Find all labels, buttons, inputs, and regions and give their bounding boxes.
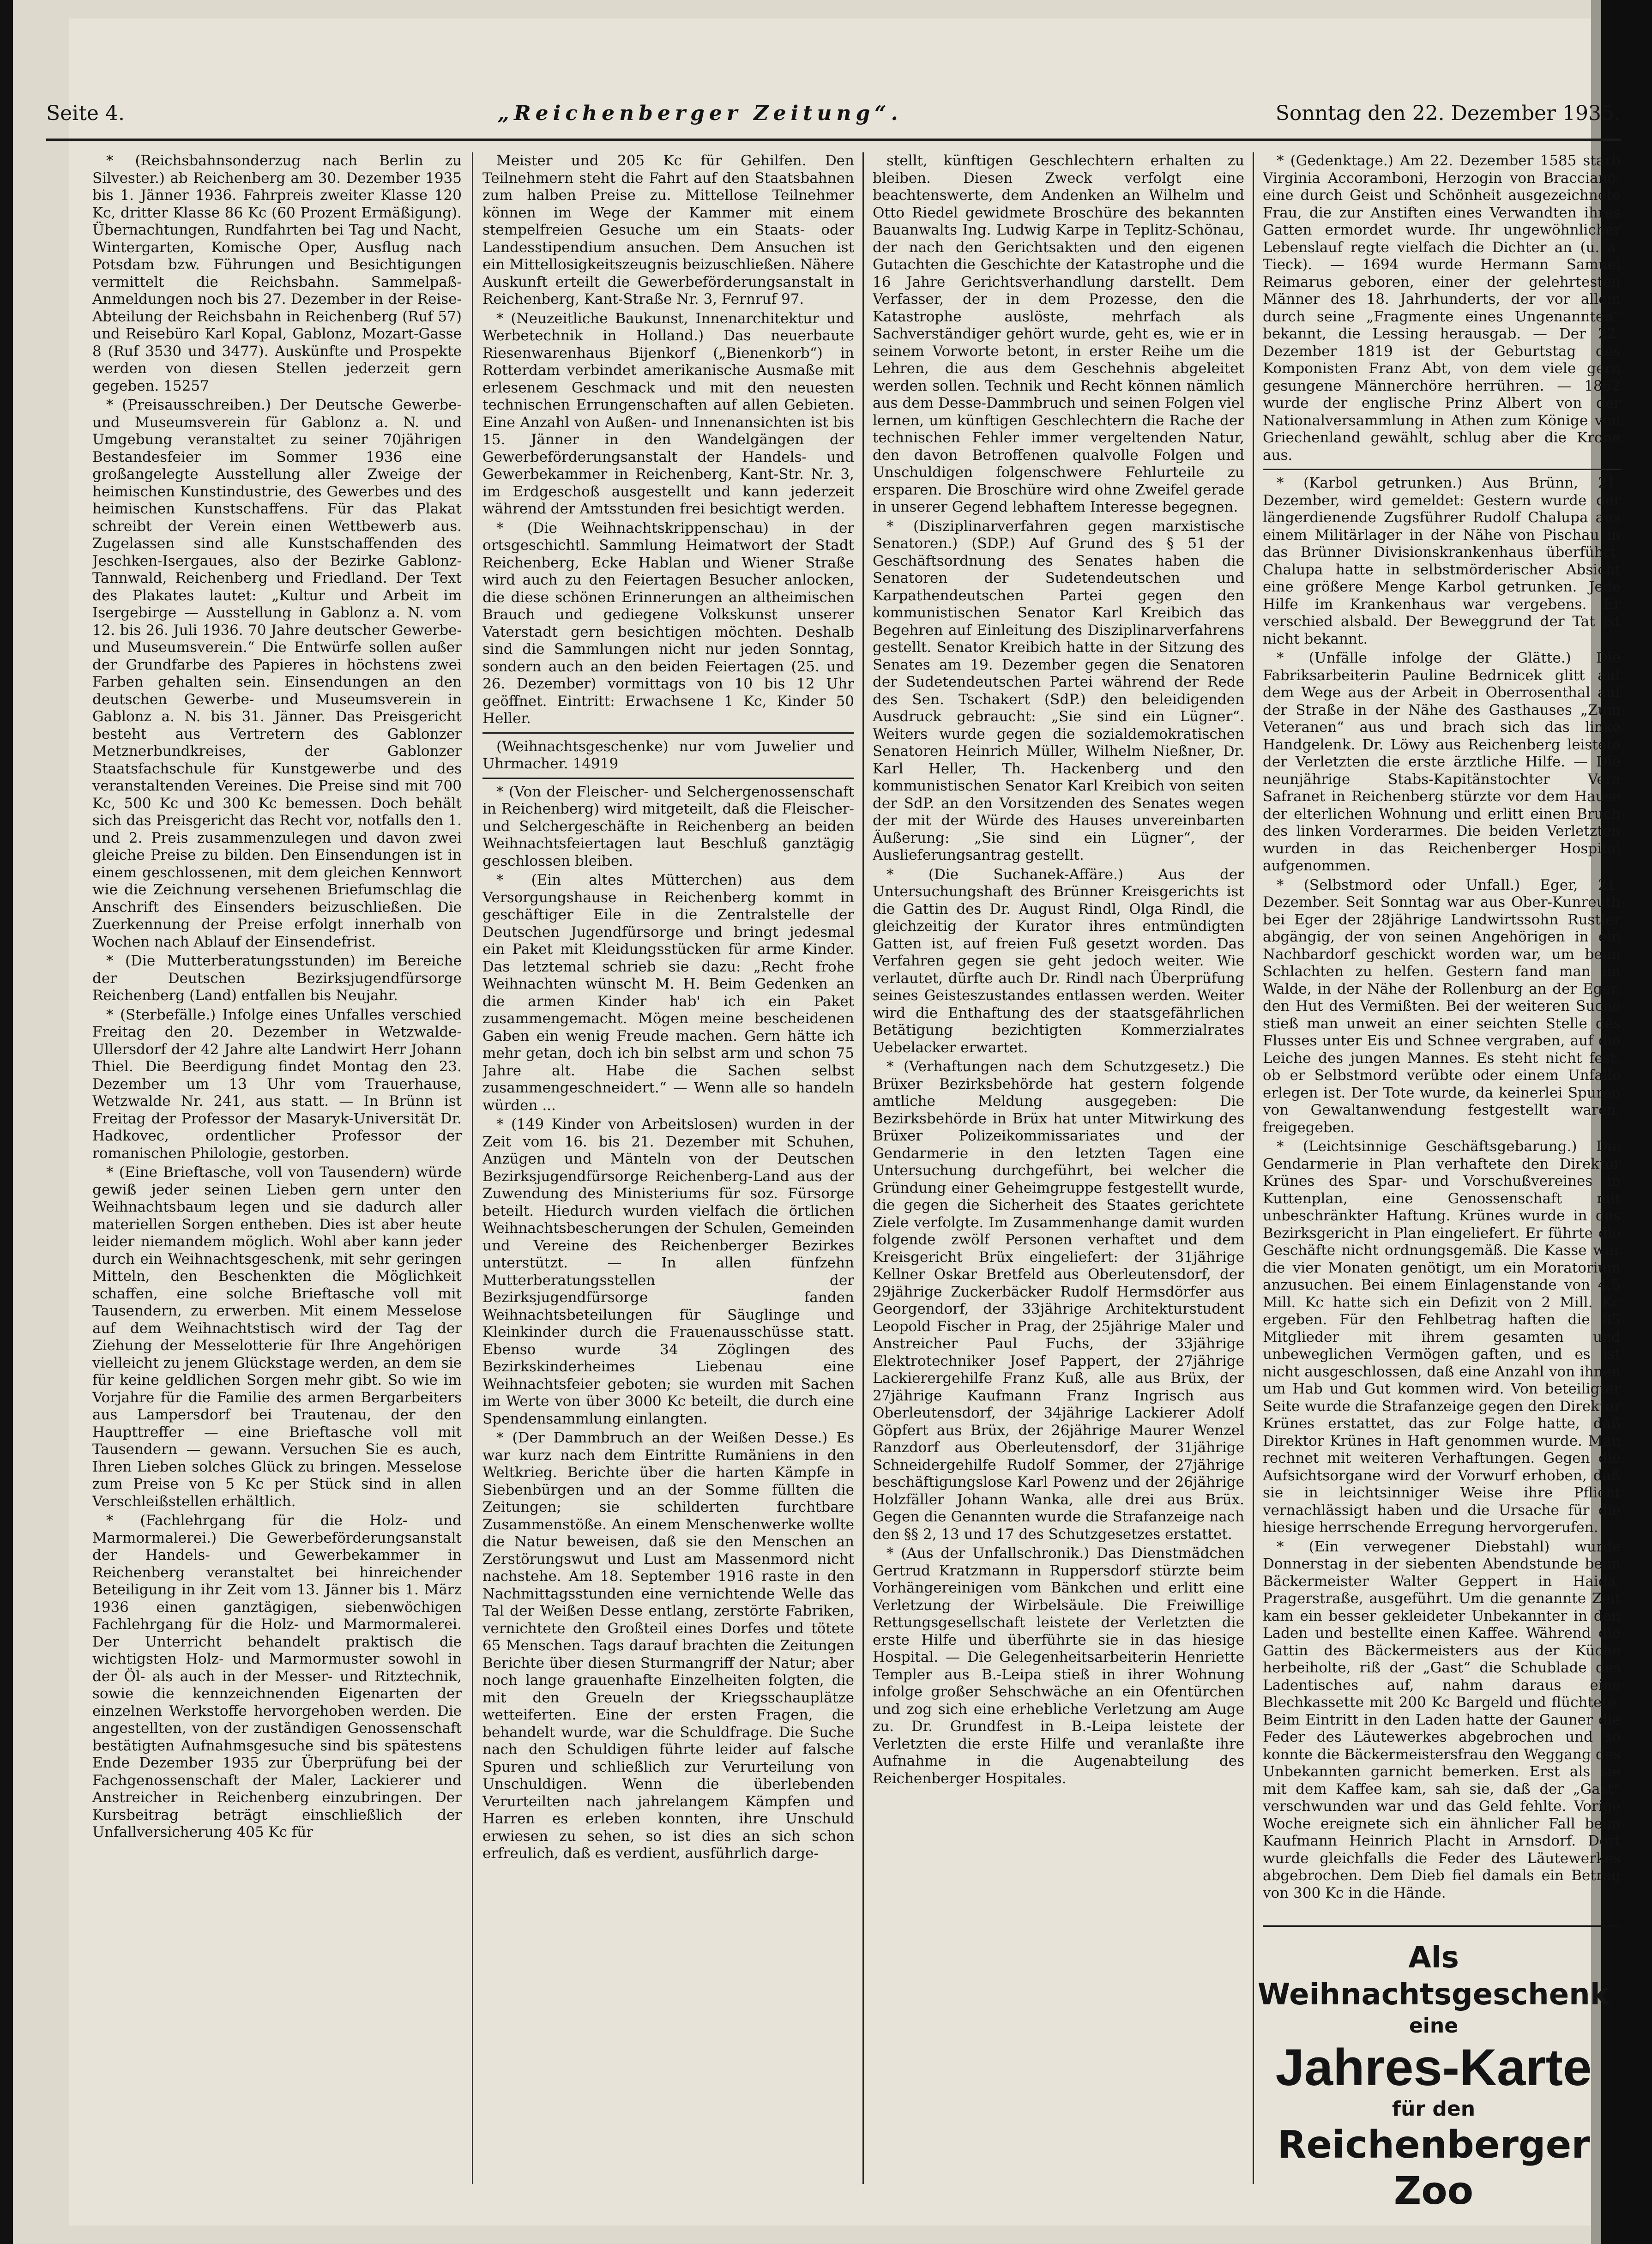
article: * (Disziplinarverfahren gegen marxistische Senatoren.) (SDP.) Auf Grund des § 51 der Geschäftsordnung des Senates haben die Senatoren der Sudetendeutschen und Karpathendeutschen Partei gegen den kommunistischen Senator Karl Kreibich das Begehren auf Einleitung des Disziplinarverfahrens gestellt. Senator Kreibich hatte in der Sitzung des Senates am 19. Dezember gegen die Senatoren der Sudetendeutschen Partei während der Rede des Sen. Tschakert (SdP.) den beleidigenden Ausdruck gebraucht: „Sie sind ein Lügner“. Weiters wurde gegen die sozialdemokratischen Senatoren Heinrich Müller, Wilhelm Nießner, Dr. Karl Heller, Th. Hackenberg und den kommunistischen Senator Karl Kreibich von seiten der SdP. an den Vorsitzenden des Senates wegen der mit der Würde des Hauses unvereinbarten Äußerung: „Sie sind ein Lügner“, der Auslieferungsantrag gestellt. bbox=[873, 518, 1244, 863]
article: * (Preisausschreiben.) Der Deutsche Gewerbe- und Museumsverein für Gablonz a. N. und Umgebung veranstaltet zu seiner 70jährigen Bestandesfeier im Sommer 1936 eine großangelegte Ausstellung aller Zweige der heimischen Kunstindustrie, des Gewerbes und des heimischen Kunstschaffens. Für das Plakat schreibt der Verein einen Wettbewerb aus. Zugelassen sind alle Kunstschaffenden des Jeschken-Isergaues, also der Bezirke Gablonz-Tannwald, Reichenberg und Friedland. Der Text des Plakates lautet: „Kultur und Arbeit im Isergebirge — Ausstellung in Gablonz a. N. vom 12. bis 26. Juli 1936. 70 Jahre deutscher Gewerbe- und Museumsverein.“ Die Entwürfe sollen außer der Grundfarbe des Papieres in höchstens zwei Farben gehalten sein. Einsendungen an den deutschen Gewerbe- und Museumsverein in Gablonz a. N. bis 31. Jänner. Das Preisgericht besteht aus Vertretern des Gablonzer Metznerbundkreises, der Gablonzer Staatsfachschule für Kunstgewerbe und des veranstaltenden Vereines. Die Preise sind mit 700 Kc, 500 Kc und 300 Kc bemessen. Doch behält sich das Preisgericht das Recht vor, notfalls den 1. und 2. Preis zusammenzulegen und davon zwei gleiche Preise zu bilden. Den Einsendungen ist in einem geschlossenen, mit dem gleichen Kennwort wie die Zeichnung versehenen Briefumschlag die Anschrift des Einsenders beizuschließen. Die Zuerkennung der Preise erfolgt innerhalb von Wochen nach Ablauf der Einsendefrist. bbox=[92, 397, 462, 950]
column-4 bbox=[1263, 152, 1621, 1921]
scan-border-left bbox=[0, 0, 13, 2244]
article: * (Die Weihnachtskrippenschau) in der ortsgeschichtl. Sammlung Heimatwort der Stadt Reichenberg, Ecke Hablan und Wiener Straße wird auch zu den Feiertagen Besucher anlocken, die diese schönen Erinnerungen an altheimischen Brauch und gediegene Volkskunst unserer Vaterstadt gern besichtigen möchten. Deshalb sind die Sammlungen nicht nur jeden Sonntag, sondern auch an den beiden Feiertagen (25. und 26. Dezember) vormittags von 10 bis 12 Uhr geöffnet. Eintritt: Erwachsene 1 Kc, Kinder 50 Heller. bbox=[482, 519, 854, 727]
article: * (Eine Brieftasche, voll von Tausendern) würde gewiß jeder seinen Lieben gern unter den Weihnachtsbaum legen und sie dadurch aller materiellen Sorgen entheben. Dies ist aber heute leider niemandem möglich. Wohl aber kann jeder durch ein Weihnachtsgeschenk, mit sehr geringen Mitteln, den Beschenkten die Möglichkeit schaffen, eine solche Brieftasche voll mit Tausendern, zu erwerben. Mit einem Messelose auf dem Weihnachtstisch wird der Tag der Ziehung der Messelotterie für Ihre Angehörigen vielleicht zu jenem Glückstage werden, an dem sie für keine geldlichen Sorgen mehr gibt. So wie im Vorjahre für die Familie des armen Bergarbeiters aus Lampersdorf bei Trautenau, der den Haupttreffer — eine Brieftasche voll mit Tausendern — gewann. Versuchen Sie es auch, Ihren Lieben solches Glück zu bringen. Messelose zum Preise von 5 Kc per Stück sind in allen Verschleißstellen erhältlich. bbox=[92, 1164, 462, 1510]
column-1 bbox=[92, 152, 462, 2184]
separator bbox=[482, 732, 854, 734]
article: * (Die Suchanek-Affäre.) Aus der Untersuchungshaft des Brünner Kreisgerichts ist die Gattin des Dr. August Rindl, Olga Rindl, die gleichzeitig der Kurator ihres entmündigten Gatten ist, auf freien Fuß gesetzt worden. Das Verfahren gegen sie geht jedoch weiter. Wie verlautet, dürfte auch Dr. Rindl nach Überprüfung seines Geisteszustandes entlassen werden. Weiter wird die Enthaftung des der staatsgefährlichen Betätigung bezichtigten Kommerzialrates Uebelacker erwartet. bbox=[873, 866, 1244, 1056]
separator bbox=[1263, 469, 1621, 470]
article: * (Die Mutterberatungsstunden) im Bereiche der Deutschen Bezirksjugendfürsorge Reichenberg (Land) entfallen bis Neujahr. bbox=[92, 953, 462, 1004]
article: * (Neuzeitliche Baukunst, Innenarchitektur und Werbetechnik in Holland.) Das neuerbaute Riesenwarenhaus Bijenkorf („Bienenkorb“) in Rotterdam verbindet amerikanische Ausmaße mit erlesenem Geschmack und mit den neuesten technischen Errungenschaften auf allen Gebieten. Eine Anzahl von Außen- und Innenansichten ist bis 15. Jänner in den Wandelgängen der Gewerbeförderungsanstalt der Handels- und Gewerbekammer in Reichenberg, Kant-Str. Nr. 3, im Erdgeschoß ausgestellt und kann jederzeit während der Amtsstunden frei besichtigt werden. bbox=[482, 310, 854, 517]
article: * (Der Dammbruch an der Weißen Desse.) Es war kurz nach dem Eintritte Rumäniens in den Weltkrieg. Berichte über die harten Kämpfe in Siebenbürgen und an der Somme füllten die Zeitungen; sie schilderten furchtbare Zusammenstöße. An einem Menschenwerke wollte die Natur beweisen, daß sie den Menschen an Zerstörungswut und Lust am Massenmord nicht nachstehe. Am 18. September 1916 raste in den Nachmittagsstunden eine vernichtende Welle das Tal der Weißen Desse entlang, zerstörte Fabriken, vernichtete den Großteil eines Dorfes und tötete 65 Menschen. Tags darauf brachten die Zeitungen Berichte über diesen Sturmangriff der Natur; aber noch lange grauenhafte Einzelheiten folgten, die mit den Greueln der Kriegsschauplätze wetteiferten. Eine der ersten Fragen, die behandelt wurde, war die Schuldfrage. Die Suche nach den Schuldigen führte leider auf falsche Spuren und schließlich zur Verurteilung von Unschuldigen. Wenn die überlebenden Verurteilten nach jahrelangem Kämpfen und Harren es erleben konnten, ihre Unschuld erwiesen zu sehen, so ist dies an sich schon erfreulich, daß es verdient, ausführlich darge- bbox=[482, 1430, 854, 1862]
article: * (Karbol getrunken.) Aus Brünn, 21. Dezember, wird gemeldet: Gestern wurde der längerdienende Zugsführer Rudolf Chalupa aus einem Militärlager in der Nähe von Pischau in das Brünner Divisionskrankenhaus überführt. Chalupa hatte in selbstmörderischer Absicht eine größere Menge Karbol getrunken. Jede Hilfe im Krankenhaus war vergebens. Er verschied alsbald. Der Beweggrund der Tat ist nicht bekannt. bbox=[1263, 475, 1621, 647]
newspaper-title: „Reichenberger Zeitung“. bbox=[497, 101, 903, 125]
issue-date: Sonntag den 22. Dezember 1935. bbox=[1275, 101, 1621, 125]
ad-line-3: Jahres-Karte bbox=[1275, 2039, 1592, 2096]
zoo-advertisement bbox=[1247, 1939, 1621, 2213]
masthead-rule bbox=[46, 139, 1621, 141]
masthead bbox=[46, 97, 1621, 129]
page-number: Seite 4. bbox=[46, 101, 125, 125]
article: * (Ein verwegener Diebstahl) wurde Donnerstag in der siebenten Abendstunde beim Bäckermeister Walter Geppert in Haida, Pragerstraße, ausgeführt. Um die genannte Zeit kam ein besser gekleideter Unbekannter in den Laden und bestellte einen Kaffee. Während die Gattin des Bäckermeisters aus der Küche herbeiholte, riß der „Gast“ die Schublade des Ladentisches auf, nahm daraus eine Blechkassette mit 200 Kc Bargeld und flüchtete. Beim Eintritt in den Laden hatte der Gauner die Feder des Läutewerkes abgebrochen und so konnte die Bäckermeistersfrau den Weggang des Unbekannten garnicht bemerken. Erst als sie mit dem Kaffee kam, sah sie, daß der „Gast“ verschwunden war und das Geld fehlte. Vorige Woche ereignete sich ein ähnlicher Fall beim Kaufmann Heinrich Placht in Arnsdorf. Dort wurde gleichfalls die Feder des Läutewerkes abgebrochen. Dem Dieb fiel damals ein Betrag von 300 Kc in die Hände. bbox=[1263, 1538, 1621, 1901]
ad-top-rule bbox=[1263, 1925, 1621, 1927]
article: * (Aus der Unfallschronik.) Das Dienstmädchen Gertrud Kratzmann in Ruppersdorf stürzte beim Vorhängereinigen vom Bänkchen und erlitt eine Verletzung der Wirbelsäule. Die Freiwillige Rettungsgesellschaft leistete der Verletzten die erste Hilfe und überführte sie in das hiesige Hospital. — Die Gelegenheitsarbeiterin Henriette Templer aus B.-Leipa stieß in ihrer Wohnung infolge großer Sehschwäche an ein Ofentürchen und zog sich eine erhebliche Verletzung am Auge zu. Dr. Grundfest in B.-Leipa leistete der Verletzten die erste Hilfe und veranlaßte ihre Aufnahme in die Augenabteilung des Reichenberger Hospitales. bbox=[873, 1545, 1244, 1787]
column-2 bbox=[482, 152, 854, 2184]
article: * (Von der Fleischer- und Selchergenossenschaft in Reichenberg) wird mitgeteilt, daß die Fleischer- und Selchergeschäfte in Reichenberg an beiden Weihnachtsfeiertagen laut Beschluß ganztägig geschlossen bleiben. bbox=[482, 783, 854, 869]
column-divider bbox=[1253, 152, 1254, 2184]
article: Meister und 205 Kc für Gehilfen. Den Teilnehmern steht die Fahrt auf den Staatsbahnen zum halben Preise zu. Mittellose Teilnehmer können im Wege der Kammer mit einem stempelfreien Gesuche um ein Staats- oder Landesstipendium ansuchen. Dem Ansuchen ist ein Mittellosigkeitszeugnis beizuschließen. Nähere Auskunft erteilt die Gewerbeförderungsanstalt in Reichenberg, Kant-Straße Nr. 3, Fernruf 97. bbox=[482, 152, 854, 308]
article: * (Verhaftungen nach dem Schutzgesetz.) Die Brüxer Bezirksbehörde hat gestern folgende amtliche Meldung ausgegeben: Die Bezirksbehörde in Brüx hat unter Mitwirkung des Brüxer Polizeikommissariates und der Gendarmerie in den letzten Tagen eine Untersuchung durchgeführt, bei welcher die Gründung einer Geheimgruppe festgestellt wurde, die gegen die Sicherheit des Staates gerichtete Ziele verfolgte. Im Zusammenhange damit wurden folgende zwölf Personen verhaftet und dem Kreisgericht Brüx eingeliefert: der 31jährige Kellner Oskar Bretfeld aus Oberleutensdorf, der 29jährige Zuckerbäcker Rudolf Hermsdörfer aus Georgendorf, der 33jährige Architekturstudent Leopold Fischer in Prag, der 25jährige Maler und Anstreicher Paul Fuchs, der 33jährige Elektrotechniker Josef Pappert, der 27jährige Lackierergehilfe Franz Kuß, alle aus Brüx, der 27jährige Kaufmann Franz Ingrisch aus Oberleutensdorf, der 34jährige Lackierer Adolf Göpfert aus Brüx, der 26jährige Maurer Wenzel Ranzdorf aus Oberleutensdorf, der 31jährige Schneidergehilfe Rudolf Sommer, der 27jährige beschäftigungslose Karl Powenz und der 26jährige Holzfäller Johann Wanka, alle drei aus Brüx. Gegen die Genannten wurde die Strafanzeige nach den §§ 2, 13 und 17 des Schutzgesetzes erstattet. bbox=[873, 1058, 1244, 1543]
article: * (Reichsbahnsonderzug nach Berlin zu Silvester.) ab Reichenberg am 30. Dezember 1935 bis 1. Jänner 1936. Fahrpreis zweiter Klasse 120 Kc, dritter Klasse 86 Kc (60 Prozent Ermäßigung). Übernachtungen, Rundfahrten bei Tag und Nacht, Wintergarten, Komische Oper, Ausflug nach Potsdam bzw. Führungen und Besichtigungen vermittelt die Reichsbahn. Sammelpaß-Anmeldungen noch bis 27. Dezember in der Reise-Abteilung der Reichsbahn in Reichenberg (Ruf 57) und Reisebüro Karl Kopal, Gablonz, Mozart-Gasse 8 (Ruf 3530 und 3477). Auskünfte und Prospekte werden von diesen Stellen jederzeit gern gegeben. 15257 bbox=[92, 152, 462, 394]
ad-line-2: eine bbox=[1409, 2014, 1459, 2038]
advertisement-line: (Weihnachtsgeschenke) nur vom Juwelier und Uhrmacher. 14919 bbox=[482, 738, 854, 772]
article: * (Gedenktage.) Am 22. Dezember 1585 starb Virginia Accoramboni, Herzogin von Bracciano, eine durch Geist und Schönheit ausgezeichnete Frau, die zur Anstiften eines Verwandten ihres Gatten ermordet wurde. Ihr ungewöhnlicher Lebenslauf regte vielfach die Dichter an (u. a. Tieck). — 1694 wurde Hermann Samuel Reimarus geboren, einer der gelehrtesten Männer des 18. Jahrhunderts, der vor allem durch seine „Fragmente eines Ungenannten“ bekannt, die Lessing herausgab. — Der 22. Dezember 1819 ist der Geburtstag des Komponisten Franz Abt, von dem viele gern gesungene Männerchöre herrühren. — 1862 wurde der englische Prinz Albert von der Nationalversammlung in Athen zum Könige von Griechenland gewählt, schlug aber die Krone aus. bbox=[1263, 152, 1621, 464]
article: * (Ein altes Mütterchen) aus dem Versorgungshause in Reichenberg kommt in geschäftiger Eile in die Zentralstelle der Deutschen Jugendfürsorge und bringt jedesmal ein Paket mit Kleidungsstücken für arme Kinder. Das letztemal schrieb sie dazu: „Recht frohe Weihnachten wünscht M. H. Beim Gedenken an die armen Kinder hab' ich ein Paket zusammengemacht. Mögen meine bescheidenen Gaben ein wenig Freude machen. Gern hätte ich mehr getan, doch ich bin selbst arm und schon 75 Jahre alt. Habe die Sachen selbst zusammengeschneidert.“ — Wenn alle so handeln würden ... bbox=[482, 872, 854, 1114]
article: * (Selbstmord oder Unfall.) Eger, 21. Dezember. Seit Sonntag war aus Ober-Kunreuth bei Eger der 28jährige Landwirtssohn Rustler abgängig, der von seinen Angehörigen in ein Nachbardorf geschickt worden war, um beim Schlachten zu helfen. Gestern fand man im Walde, in der Nähe der Rollenburg an der Eger, den Hut des Vermißten. Bei der weiteren Suche stieß man unweit an einer seichten Stelle des Flusses unter Eis und Schnee vergraben, auf die Leiche des jungen Mannes. Es steht nicht fest, ob er Selbstmord verübte oder einem Unfalle erlegen ist. Der Tote wurde, da keinerlei Spuren von Gewaltanwendung festgestellt waren, freigegeben. bbox=[1263, 876, 1621, 1136]
article: * (Sterbefälle.) Infolge eines Unfalles verschied Freitag den 20. Dezember in Wetzwalde-Ullersdorf der 42 Jahre alte Landwirt Herr Johann Thiel. Die Beerdigung findet Montag den 23. Dezember um 13 Uhr vom Trauerhause, Wetzwalde Nr. 241, aus statt. — In Brünn ist Freitag der Professor der Masaryk-Universität Dr. Hadkovec, ordentlicher Professor der romanischen Philologie, gestorben. bbox=[92, 1006, 462, 1162]
ad-line-4: für den bbox=[1392, 2097, 1476, 2121]
article: * (149 Kinder von Arbeitslosen) wurden in der Zeit vom 16. bis 21. Dezember mit Schuhen, Anzügen und Mänteln von der Deutschen Bezirksjugendfürsorge Reichenberg-Land aus der Zuwendung des Ministeriums für soz. Fürsorge beteilt. Hiedurch wurden vielfach die örtlichen Weihnachtsbescherungen der Schulen, Gemeinden und Vereine des Reichenberger Bezirkes unterstützt. — In allen fünfzehn Mutterberatungsstellen der Bezirksjugendfürsorge fanden Weihnachtsbeteilungen für Säuglinge und Kleinkinder durch die Frauenausschüsse statt. Ebenso wurde 34 Zöglingen des Bezirkskinderheimes Liebenau eine Weihnachtsfeier geboten; sie wurden mit Sachen im Werte von über 3000 Kc beteilt, die durch eine Spendensammlung einlangten. bbox=[482, 1116, 854, 1427]
separator bbox=[482, 778, 854, 779]
article: stellt, künftigen Geschlechtern erhalten zu bleiben. Diesen Zweck verfolgt eine beachtenswerte, dem Andenken an Wilhelm und Otto Riedel gewidmete Broschüre des bekannten Bauanwalts Ing. Ludwig Karpe in Teplitz-Schönau, der nach den Gerichtsakten und den eigenen Gutachten die Geschichte der Katastrophe und die 16 Jahre Gerichtsverhandlung darstellt. Dem Verfasser, der in dem Prozesse, den die Katastrophe auslöste, mehrfach als Sachverständiger gehört wurde, geht es, wie er in seinem Vorworte betont, in erster Reihe um die Lehren, die aus dem Geschehnis abgeleitet werden sollen. Technik und Recht können nämlich aus dem Desse-Dammbruch und seinen Folgen viel lernen, um künftigen Geschlechtern die Rache der technischen Fehler immer vergeltenden Natur, den davon Betroffenen qualvolle Folgen und Unschuldigen folgenschwere Fehlurteile zu ersparen. Die Broschüre wird ohne Zweifel gerade in unserer Gegend lebhaftem Interesse begegnen. bbox=[873, 152, 1244, 515]
article: * (Unfälle infolge der Glätte.) Die Fabriksarbeiterin Pauline Bedrnicek glitt auf dem Wege aus der Arbeit in Oberrosenthal auf der Straße in der Nähe des Gasthauses „Zum Veteranen“ aus und brach sich das linke Handgelenk. Dr. Löwy aus Reichenberg leistete der Verletzten die erste ärztliche Hilfe. — Die neunjährige Stabs-Kapitänstochter Vera Safranet in Reichenberg stürzte vor dem Hause der elterlichen Wohnung und erlitt einen Bruch des linken Vorderarmes. Die beiden Verletzten wurden in das Reichenberger Hospital aufgenommen. bbox=[1263, 650, 1621, 874]
column-3 bbox=[873, 152, 1244, 2184]
column-divider bbox=[472, 152, 473, 2184]
ad-line-5: Reichenberger Zoo bbox=[1277, 2123, 1590, 2213]
column-divider bbox=[862, 152, 864, 2184]
article: * (Leichtsinnige Geschäftsgebarung.) Die Gendarmerie in Plan verhaftete den Direktor Krünes des Spar- und Vorschußvereines in Kuttenplan, eine Genossenschaft mit unbeschränkter Haftung. Krünes wurde in das Bezirksgericht in Plan eingeliefert. Er führte die Geschäfte nicht ordnungsgemäß. Die Kasse war die vier Monaten genötigt, um ein Moratorium anzusuchen. Bei einem Einlagenstande von 4,5 Mill. Kc hatte sich ein Defizit von 2 Mill. Kc ergeben. Für den Fehlbetrag haften die 85 Mitglieder mit ihrem gesamten und unbeweglichen Vermögen gaften, und es ist nicht ausgeschlossen, daß eine Anzahl von ihnen um Hab und Gut kommen wird. Von beteiligter Seite wurde die Strafanzeige gegen den Direktor Krünes erstattet, das zur Folge hatte, daß Direktor Krünes in Haft genommen wurde. Man rechnet mit weiteren Verhaftungen. Gegen die Aufsichtsorgane wird der Vorwurf erhoben, daß sie in leichtsinniger Weise ihre Pflicht vernachlässigt haben und die Ursache für die hiesige herrschende Erregung hervorgerufen. bbox=[1263, 1138, 1621, 1536]
article: * (Fachlehrgang für die Holz- und Marmormalerei.) Die Gewerbeförderungsanstalt der Handels- und Gewerbekammer in Reichenberg veranstaltet bei hinreichender Beteiligung in ihr Zeit vom 13. Jänner bis 1. März 1936 einen ganztägigen, siebenwöchigen Fachlehrgang für die Holz- und Marmormalerei. Der Unterricht behandelt praktisch die wichtigsten Holz- und Marmormuster sowohl in der Öl- als auch in der Messer- und Ritztechnik, sowie die kennzeichnenden Eigenarten der einzelnen Werkstoffe hervorgehoben werden. Die angestellten, von der zuständigen Genossenschaft bestätigten Aufnahmsgesuche sind bis spätestens Ende Dezember 1935 zur Überprüfung bei der Fachgenossenschaft der Maler, Lackierer und Anstreicher in Reichenberg einzubringen. Der Kursbeitrag beträgt einschließlich der Unfallversicherung 405 Kc für bbox=[92, 1512, 462, 1840]
ad-line-1: Als Weihnachtsgeschenk bbox=[1257, 1941, 1610, 2012]
